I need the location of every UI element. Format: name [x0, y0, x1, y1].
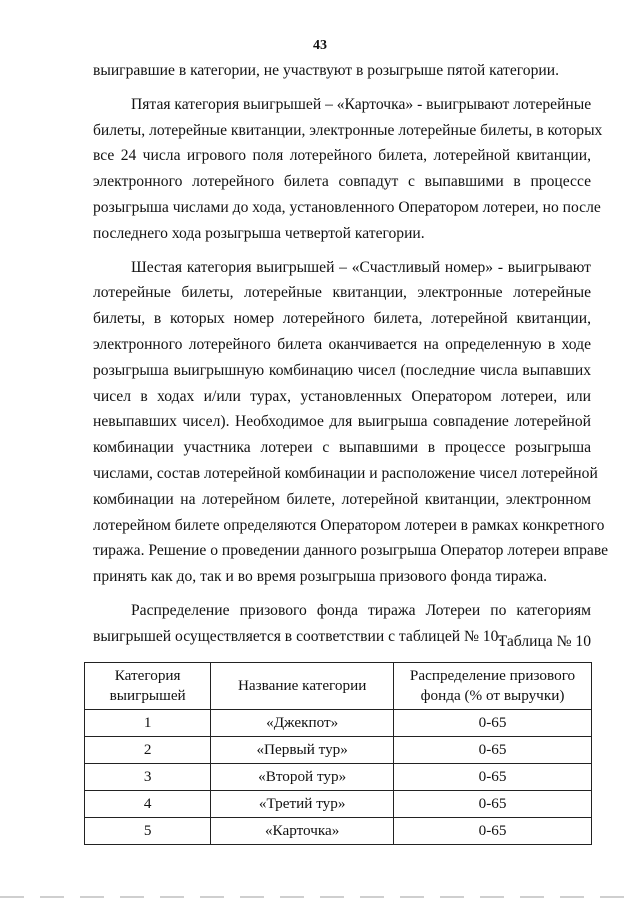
text-line: тиража. Решение о проведении данного розыгрыша Оператор лотереи вправе: [93, 542, 609, 560]
page-number: 43: [313, 38, 327, 53]
text-line: выигравшие в категории, не участвуют в розыгрыше пятой категории.: [93, 62, 559, 79]
text-line: электронного лотерейного билета оканчивается на определенную в ходе: [93, 335, 591, 353]
text-line: Распределение призового фонда тиража Лотереи по категориям: [131, 601, 591, 619]
table-row: [85, 818, 592, 845]
paragraph-sixth-category: [93, 255, 609, 590]
prize-distribution-table: [84, 662, 592, 845]
cell-category-name: «Третий тур»: [211, 791, 394, 818]
text-line: билеты, в которых номер лотерейного билета, лотерейной квитанции,: [93, 310, 591, 328]
text-line: комбинации участника лотереи с выпавшими в процессе розыгрыша: [93, 439, 591, 457]
body-text: [93, 58, 609, 650]
cell-prize-share: 0-65: [394, 791, 592, 818]
text-line: Шестая категория выигрышей – «Счастливый номер» - выигрывают: [131, 258, 591, 276]
cell-category-name: «Карточка»: [211, 818, 394, 845]
header-prize-fund: Распределение призового фонда (% от выручки): [394, 663, 592, 710]
text-line: чисел в ходах и/или турах, установленных Оператором лотереи, или: [93, 387, 591, 405]
text-line: билеты, лотерейные квитанции, электронные лотерейные билеты, в которых: [93, 121, 603, 139]
table-row: [85, 710, 592, 737]
text-line: выигрышей осуществляется в соответствии с таблицей № 10.: [93, 627, 503, 645]
cell-category-number: 3: [85, 764, 211, 791]
table-caption: Таблица № 10: [497, 633, 591, 650]
text-line: невыпавших чисел). Необходимое для выигрыша совпадение лотерейной: [93, 413, 591, 431]
text-line: последнего хода розыгрыша четвертой категории.: [93, 224, 425, 242]
paragraph-continuation: [93, 58, 591, 84]
scan-edge-mark: [0, 896, 640, 898]
text-line: розыгрыша выигрышную комбинацию чисел (последние числа выпавших: [93, 361, 591, 379]
table-row: [85, 764, 592, 791]
text-line: комбинации на лотерейном билете, лотерейной квитанции, электронном: [93, 490, 591, 508]
paragraph-fifth-category: [93, 92, 603, 247]
cell-prize-share: 0-65: [394, 737, 592, 764]
header-category-name: Название категории: [211, 663, 394, 710]
cell-category-name: «Первый тур»: [211, 737, 394, 764]
cell-category-name: «Второй тур»: [211, 764, 394, 791]
cell-prize-share: 0-65: [394, 764, 592, 791]
cell-prize-share: 0-65: [394, 710, 592, 737]
text-line: числами, состав лотерейной комбинации и расположение чисел лотерейной: [93, 464, 598, 482]
text-line: лотерейном билете определяются Оператором лотереи в рамках конкретного: [93, 516, 605, 534]
header-category: Категория выигрышей: [85, 663, 211, 710]
cell-category-number: 2: [85, 737, 211, 764]
cell-category-number: 1: [85, 710, 211, 737]
text-line: лотерейные билеты, лотерейные квитанции, электронные лотерейные: [93, 284, 591, 302]
table-row: [85, 737, 592, 764]
cell-category-name: «Джекпот»: [211, 710, 394, 737]
text-line: электронного лотерейного билета совпадут с выпавшими в процессе: [93, 173, 591, 191]
text-line: розыгрыша числами до хода, установленного Оператором лотереи, но после: [93, 198, 601, 216]
text-line: принять как до, так и во время розыгрыша призового фонда тиража.: [93, 568, 548, 586]
cell-prize-share: 0-65: [394, 818, 592, 845]
table-row: [85, 791, 592, 818]
table-header-row: [85, 663, 592, 710]
text-line: все 24 числа игрового поля лотерейного билета, лотерейной квитанции,: [93, 147, 591, 165]
cell-category-number: 4: [85, 791, 211, 818]
cell-category-number: 5: [85, 818, 211, 845]
text-line: Пятая категория выигрышей – «Карточка» - выигрывают лотерейные: [131, 95, 592, 113]
